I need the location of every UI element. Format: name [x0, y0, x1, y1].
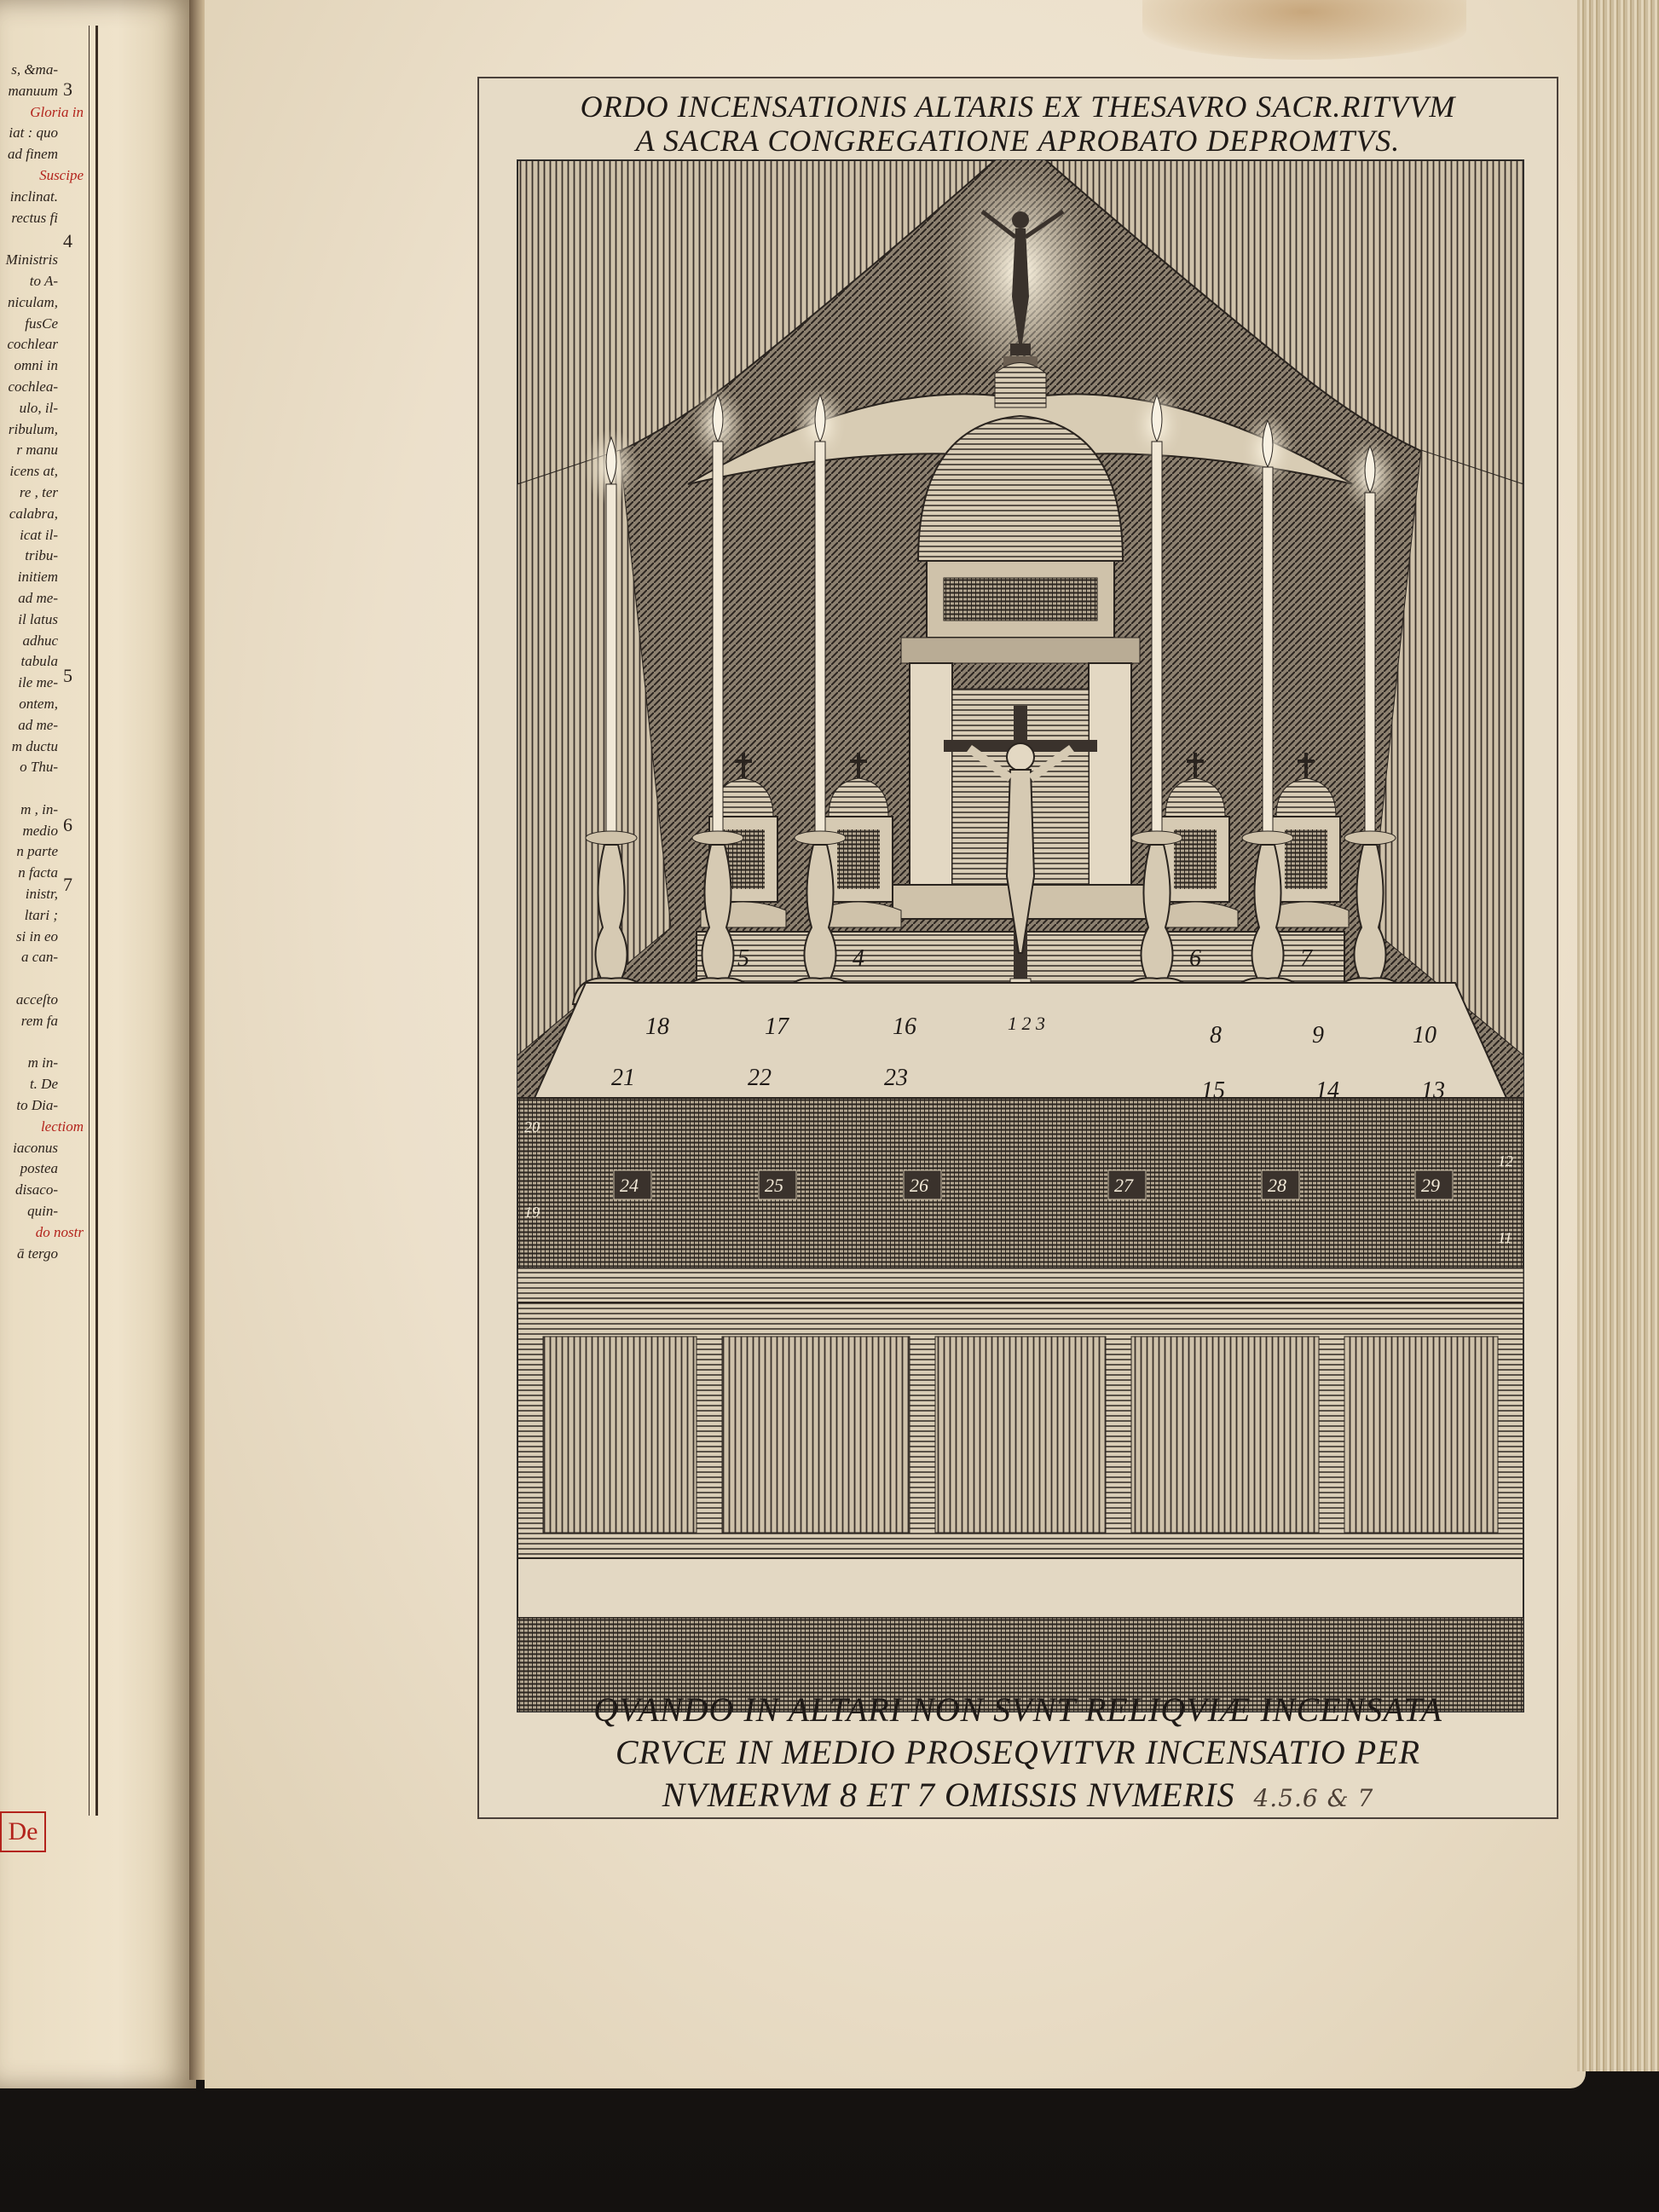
- number-label: 15: [1201, 1077, 1225, 1104]
- number-label: 25: [765, 1175, 783, 1196]
- left-page-line: ontem,: [19, 695, 58, 712]
- left-page: [0, 0, 196, 2088]
- verse-number: 7: [63, 874, 72, 895]
- left-page-line: n facta: [18, 864, 58, 881]
- number-label: 12: [1498, 1152, 1513, 1170]
- altar-engraving-svg: [517, 160, 1523, 1712]
- verse-number: 5: [63, 665, 72, 686]
- plate-title-line-2: A SACRA CONGREGATIONE APROBATO DEPROMTVS.: [635, 124, 1401, 158]
- right-page: [205, 0, 1586, 2088]
- left-page-line: ad me-: [18, 589, 58, 606]
- left-page-line: inistr,: [25, 886, 58, 903]
- plate-title-line-1: ORDO INCENSATIONIS ALTARIS EX THESAVRO SACR.RITVVM: [580, 90, 1456, 124]
- number-label: 21: [611, 1065, 635, 1091]
- water-stain: [1142, 0, 1466, 60]
- left-page-line: iaconus: [13, 1139, 58, 1156]
- number-label: 6: [1189, 945, 1201, 972]
- number-label: 4: [853, 945, 864, 972]
- left-page-line: [0, 1032, 84, 1054]
- left-page-line: o Thu-: [20, 759, 58, 776]
- left-page-line: niculam,: [7, 293, 58, 310]
- left-page-line: omni in: [14, 357, 58, 374]
- left-page-line: icat il-: [20, 526, 58, 543]
- plate-caption-line-2: CRVCE IN MEDIO PROSEQVITVR INCENSATIO PER: [615, 1733, 1421, 1771]
- page-edges: [1577, 0, 1659, 2071]
- number-label: 18: [645, 1014, 669, 1040]
- number-label: 23: [884, 1065, 908, 1091]
- number-label: 27: [1114, 1175, 1133, 1196]
- number-label: 16: [893, 1014, 916, 1040]
- plate-caption-line-1: QVANDO IN ALTARI NON SVNT RELIQVIÆ INCENSATA: [593, 1690, 1442, 1729]
- left-page-line: cochlear: [7, 336, 58, 353]
- left-page-line: a can-: [21, 949, 58, 966]
- left-page-line: [0, 778, 84, 800]
- engraved-plate: [477, 77, 1558, 1819]
- number-label: 22: [748, 1065, 772, 1091]
- left-page-line: to A-: [29, 272, 58, 289]
- left-page-line: m , in-: [20, 800, 58, 817]
- left-page-line: acceſto: [15, 991, 58, 1008]
- verse-number: 6: [63, 814, 72, 835]
- handwritten-annotation: 4.5.6 & 7: [1253, 1784, 1374, 1812]
- left-page-line: lectiom: [40, 1118, 84, 1135]
- left-page-line: iat : quo: [9, 124, 58, 141]
- frontal-panels: [543, 1337, 1498, 1533]
- left-page-line: rem fa: [20, 1012, 58, 1029]
- altar-lace: [517, 1268, 1523, 1302]
- left-page-line: ā tergo: [16, 1245, 58, 1262]
- boxed-rubric-word: De: [0, 1811, 46, 1852]
- left-page-line: do nostr: [35, 1223, 84, 1240]
- number-label: 11: [1498, 1229, 1512, 1246]
- left-page-line: ile me-: [18, 674, 58, 691]
- left-page-line: ltari ;: [24, 906, 58, 923]
- caption-text: NVMERVM 8 ET 7 OMISSIS NVMERIS: [662, 1776, 1235, 1814]
- left-page-line: r manu: [16, 442, 58, 459]
- verse-number: 4: [63, 230, 72, 251]
- left-page-line: tribu-: [25, 547, 58, 564]
- left-page-line: ulo, il-: [19, 399, 58, 416]
- left-page-line: ribulum,: [8, 420, 58, 437]
- number-label: 28: [1268, 1175, 1286, 1196]
- left-page-line: tabula: [20, 653, 58, 670]
- number-label: 17: [765, 1014, 789, 1040]
- left-page-line: si in eo: [15, 927, 58, 944]
- left-page-line: fusCe: [25, 315, 58, 332]
- left-page-line: n parte: [16, 843, 58, 860]
- number-label: 5: [737, 945, 749, 972]
- left-page-line: m in-: [27, 1054, 58, 1071]
- number-label: 24: [620, 1175, 639, 1196]
- left-page-line: Ministris: [5, 251, 58, 269]
- left-page-line: re , ter: [19, 483, 58, 500]
- number-label: 7: [1300, 945, 1312, 972]
- altar-mensa: [535, 983, 1506, 1098]
- left-page-line: disaco-: [14, 1181, 58, 1198]
- left-page-line: il latus: [18, 610, 58, 627]
- left-page-line: adhuc: [22, 632, 58, 649]
- altar-cloth: [517, 1098, 1523, 1268]
- left-page-line: m ductu: [11, 737, 58, 754]
- left-page-line: quin-: [27, 1203, 58, 1220]
- left-page-line: postea: [20, 1160, 58, 1177]
- verse-number: 3: [63, 78, 72, 100]
- left-page-line: medio: [22, 822, 58, 839]
- left-page-line: calabra,: [9, 505, 58, 522]
- number-label: 19: [524, 1204, 540, 1221]
- left-page-line: ad finem: [7, 146, 58, 163]
- left-page-line: initiem: [17, 569, 58, 586]
- number-label: 8: [1210, 1022, 1222, 1048]
- left-page-line: to Dia-: [16, 1097, 58, 1114]
- left-page-line: rectus fi: [11, 209, 58, 226]
- plate-caption-line-3: [479, 1775, 1557, 1815]
- left-page-line: ad me-: [18, 716, 58, 733]
- left-page-line: t. De: [29, 1076, 58, 1093]
- left-page-line: manuum: [8, 82, 58, 99]
- number-label: 20: [524, 1118, 540, 1135]
- number-label: 9: [1312, 1022, 1324, 1048]
- number-label: 13: [1421, 1077, 1445, 1104]
- left-page-line: inclinat.: [9, 188, 58, 205]
- left-page-line: cochlea-: [8, 378, 58, 395]
- left-page-line: [0, 968, 84, 990]
- left-page-line: icens at,: [9, 463, 58, 480]
- number-label: 26: [910, 1175, 928, 1196]
- left-page-line: Suscipe: [39, 166, 84, 183]
- number-label: 1 2 3: [1008, 1013, 1045, 1034]
- left-page-line: s, &ma-: [11, 61, 58, 78]
- altar-engraving: [517, 159, 1524, 1712]
- predella-step: [517, 1558, 1523, 1618]
- number-label: 29: [1421, 1175, 1440, 1196]
- number-label: 10: [1413, 1022, 1436, 1048]
- left-page-line: Gloria in: [30, 103, 84, 120]
- number-label: 14: [1315, 1077, 1339, 1104]
